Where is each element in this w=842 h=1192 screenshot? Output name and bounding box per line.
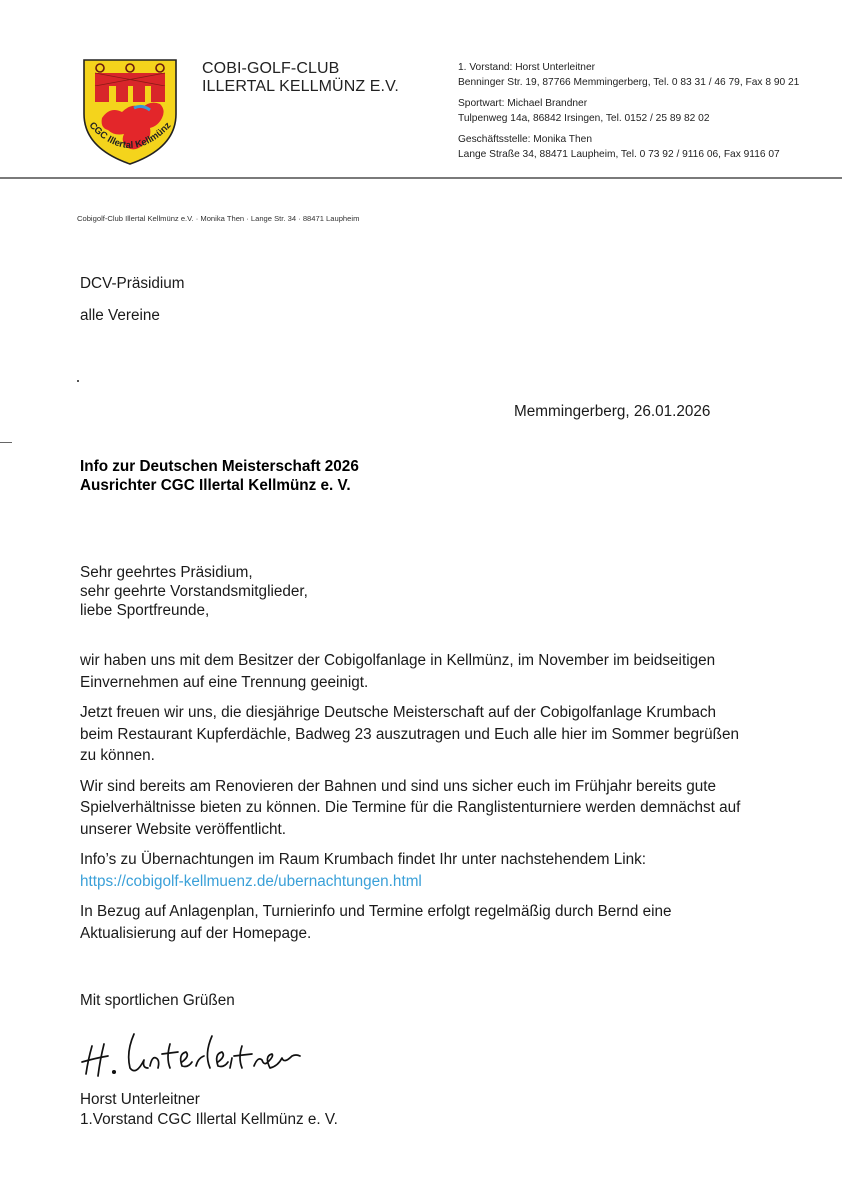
- crest-caption: CGC Illertal Kellmünz: [86, 120, 174, 152]
- club-name-line2: ILLERTAL KELLMÜNZ E.V.: [202, 78, 399, 95]
- handwritten-signature: [78, 1022, 308, 1084]
- subject: [80, 457, 359, 495]
- body-paragraph: wir haben uns mit dem Besitzer der Cobigolfanlage in Kellmünz, im November im beidseitigen Einvernehmen auf eine Trennung geeinigt.: [80, 652, 716, 691]
- body-paragraph: Wir sind bereits am Renovieren der Bahnen und sind uns sicher euch im Frühjahr bereits gute Spielverhältnisse bieten zu können. Die Termine für die Ranglistenturniere werden demnächst auf unserer Website veröffentlicht.: [80, 777, 741, 838]
- sender-return-address: Cobigolf-Club Illertal Kellmünz e.V. · Monika Then · Lange Str. 34 · 88471 Laupheim: [77, 214, 360, 223]
- signer-name: Horst Unterleitner: [80, 1091, 200, 1108]
- recipient-line: DCV-Präsidium: [80, 275, 185, 292]
- contact-info: [458, 60, 799, 168]
- salutation: [80, 563, 308, 620]
- club-crest-logo: [80, 56, 180, 172]
- signer-title: 1.Vorstand CGC Illertal Kellmünz e. V.: [80, 1111, 338, 1128]
- salutation-line: sehr geehrte Vorstandsmitglieder,: [80, 583, 308, 600]
- subject-line2: Ausrichter CGC Illertal Kellmünz e. V.: [80, 477, 351, 494]
- club-name-line1: COBI-GOLF-CLUB: [202, 60, 340, 77]
- recipient-line: alle Vereine: [80, 307, 160, 324]
- body-paragraph: In Bezug auf Anlagenplan, Turnierinfo und Termine erfolgt regelmäßig durch Bernd eine Aktualisierung auf der Homepage.: [80, 903, 672, 942]
- header-divider: [0, 177, 842, 179]
- contact-sports-manager: [458, 96, 799, 126]
- date-line: Memmingerberg, 26.01.2026: [514, 403, 711, 420]
- subject-line1: Info zur Deutschen Meisterschaft 2026: [80, 458, 359, 475]
- body-paragraph-accommodation: [80, 849, 750, 892]
- body-paragraph: Jetzt freuen wir uns, die diesjährige Deutsche Meisterschaft auf der Cobigolfanlage Krumbach beim Restaurant Kupferdächle, Badweg 23 auszutragen und Euch alle hier im Sommer begrüßen zu können.: [80, 704, 739, 764]
- accommodation-link[interactable]: https://cobigolf-kellmuenz.de/ubernachtungen.html: [80, 872, 422, 890]
- salutation-line: Sehr geehrtes Präsidium,: [80, 564, 253, 581]
- salutation-line: liebe Sportfreunde,: [80, 602, 210, 619]
- fold-mark: [0, 442, 12, 443]
- contact-address: Benninger Str. 19, 87766 Memmingerberg, Tel. 0 83 31 / 46 79, Fax 8 90 21: [458, 77, 800, 88]
- contact-address: Tulpenweg 14a, 86842 Irsingen, Tel. 0152 / 25 89 82 02: [458, 113, 710, 124]
- club-name: [202, 60, 399, 96]
- signer-block: [80, 1090, 338, 1130]
- closing: Mit sportlichen Grüßen: [80, 992, 235, 1009]
- signature-icon: [78, 1022, 308, 1084]
- contact-role: Sportwart: Michael Brandner: [458, 98, 588, 109]
- contact-role: 1. Vorstand: Horst Unterleitner: [458, 62, 596, 73]
- contact-office: [458, 132, 799, 162]
- letter-body: [80, 650, 750, 953]
- contact-address: Lange Straße 34, 88471 Laupheim, Tel. 0 73 92 / 9116 06, Fax 9116 07: [458, 149, 780, 160]
- contact-chairman: [458, 60, 799, 90]
- accommodation-text: Info’s zu Übernachtungen im Raum Krumbach findet Ihr unter nachstehendem Link:: [80, 851, 647, 868]
- contact-role: Geschäftsstelle: Monika Then: [458, 134, 593, 145]
- stray-mark: [77, 380, 79, 382]
